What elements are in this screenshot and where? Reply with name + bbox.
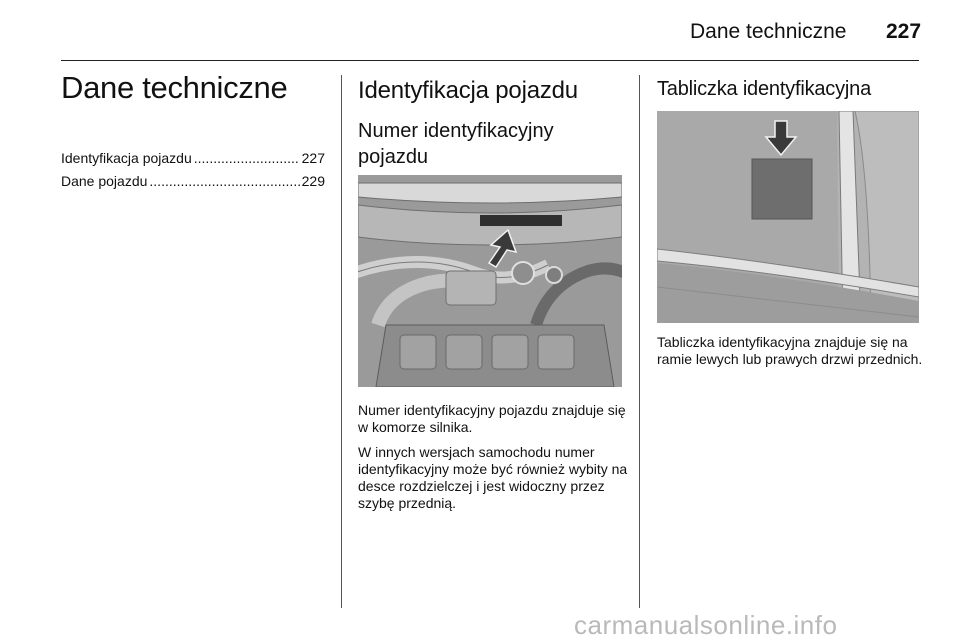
toc-entry[interactable] bbox=[61, 173, 325, 196]
header-rule bbox=[61, 60, 919, 61]
column-divider-left bbox=[341, 75, 342, 608]
table-of-contents bbox=[61, 150, 325, 196]
toc-entry[interactable] bbox=[61, 150, 325, 173]
running-header-title: Dane techniczne bbox=[690, 20, 847, 43]
column-divider-right bbox=[639, 75, 640, 608]
paragraph: W innych wersjach samochodu numer identyfikacyjny może być również wybity na desce rozdzielczej i jest widoczny przez szybę przednią. bbox=[358, 444, 628, 511]
subsection-title: Numer identyfikacyjny pojazdu bbox=[358, 120, 554, 168]
section-title: Identyfikacja pojazdu bbox=[358, 77, 578, 104]
section-title: Tabliczka identyfikacyjna bbox=[657, 78, 871, 100]
door-frame-illustration bbox=[657, 111, 919, 323]
chapter-title: Dane techniczne bbox=[61, 70, 288, 105]
toc-leader-dots bbox=[149, 173, 299, 189]
toc-entry-label: Dane pojazdu bbox=[61, 173, 148, 189]
paragraph: Numer identyfikacyjny pojazdu znajduje się w komorze silnika. bbox=[358, 402, 626, 435]
page-number: 227 bbox=[886, 20, 922, 43]
paragraph: Tabliczka identyfikacyjna znajduje się na ramie lewych lub prawych drzwi przednich. bbox=[657, 334, 923, 367]
identification-plate-marker bbox=[752, 159, 812, 219]
watermark: carmanualsonline.info bbox=[574, 610, 838, 640]
toc-entry-label: Identyfikacja pojazdu bbox=[61, 150, 192, 166]
toc-entry-page: 227 bbox=[301, 150, 325, 166]
vin-plate-marker bbox=[480, 215, 562, 226]
vin-description bbox=[358, 402, 628, 520]
toc-entry-page: 229 bbox=[301, 173, 325, 189]
toc-leader-dots bbox=[194, 150, 300, 166]
plate-description bbox=[657, 334, 925, 376]
engine-bay-illustration bbox=[358, 175, 622, 387]
